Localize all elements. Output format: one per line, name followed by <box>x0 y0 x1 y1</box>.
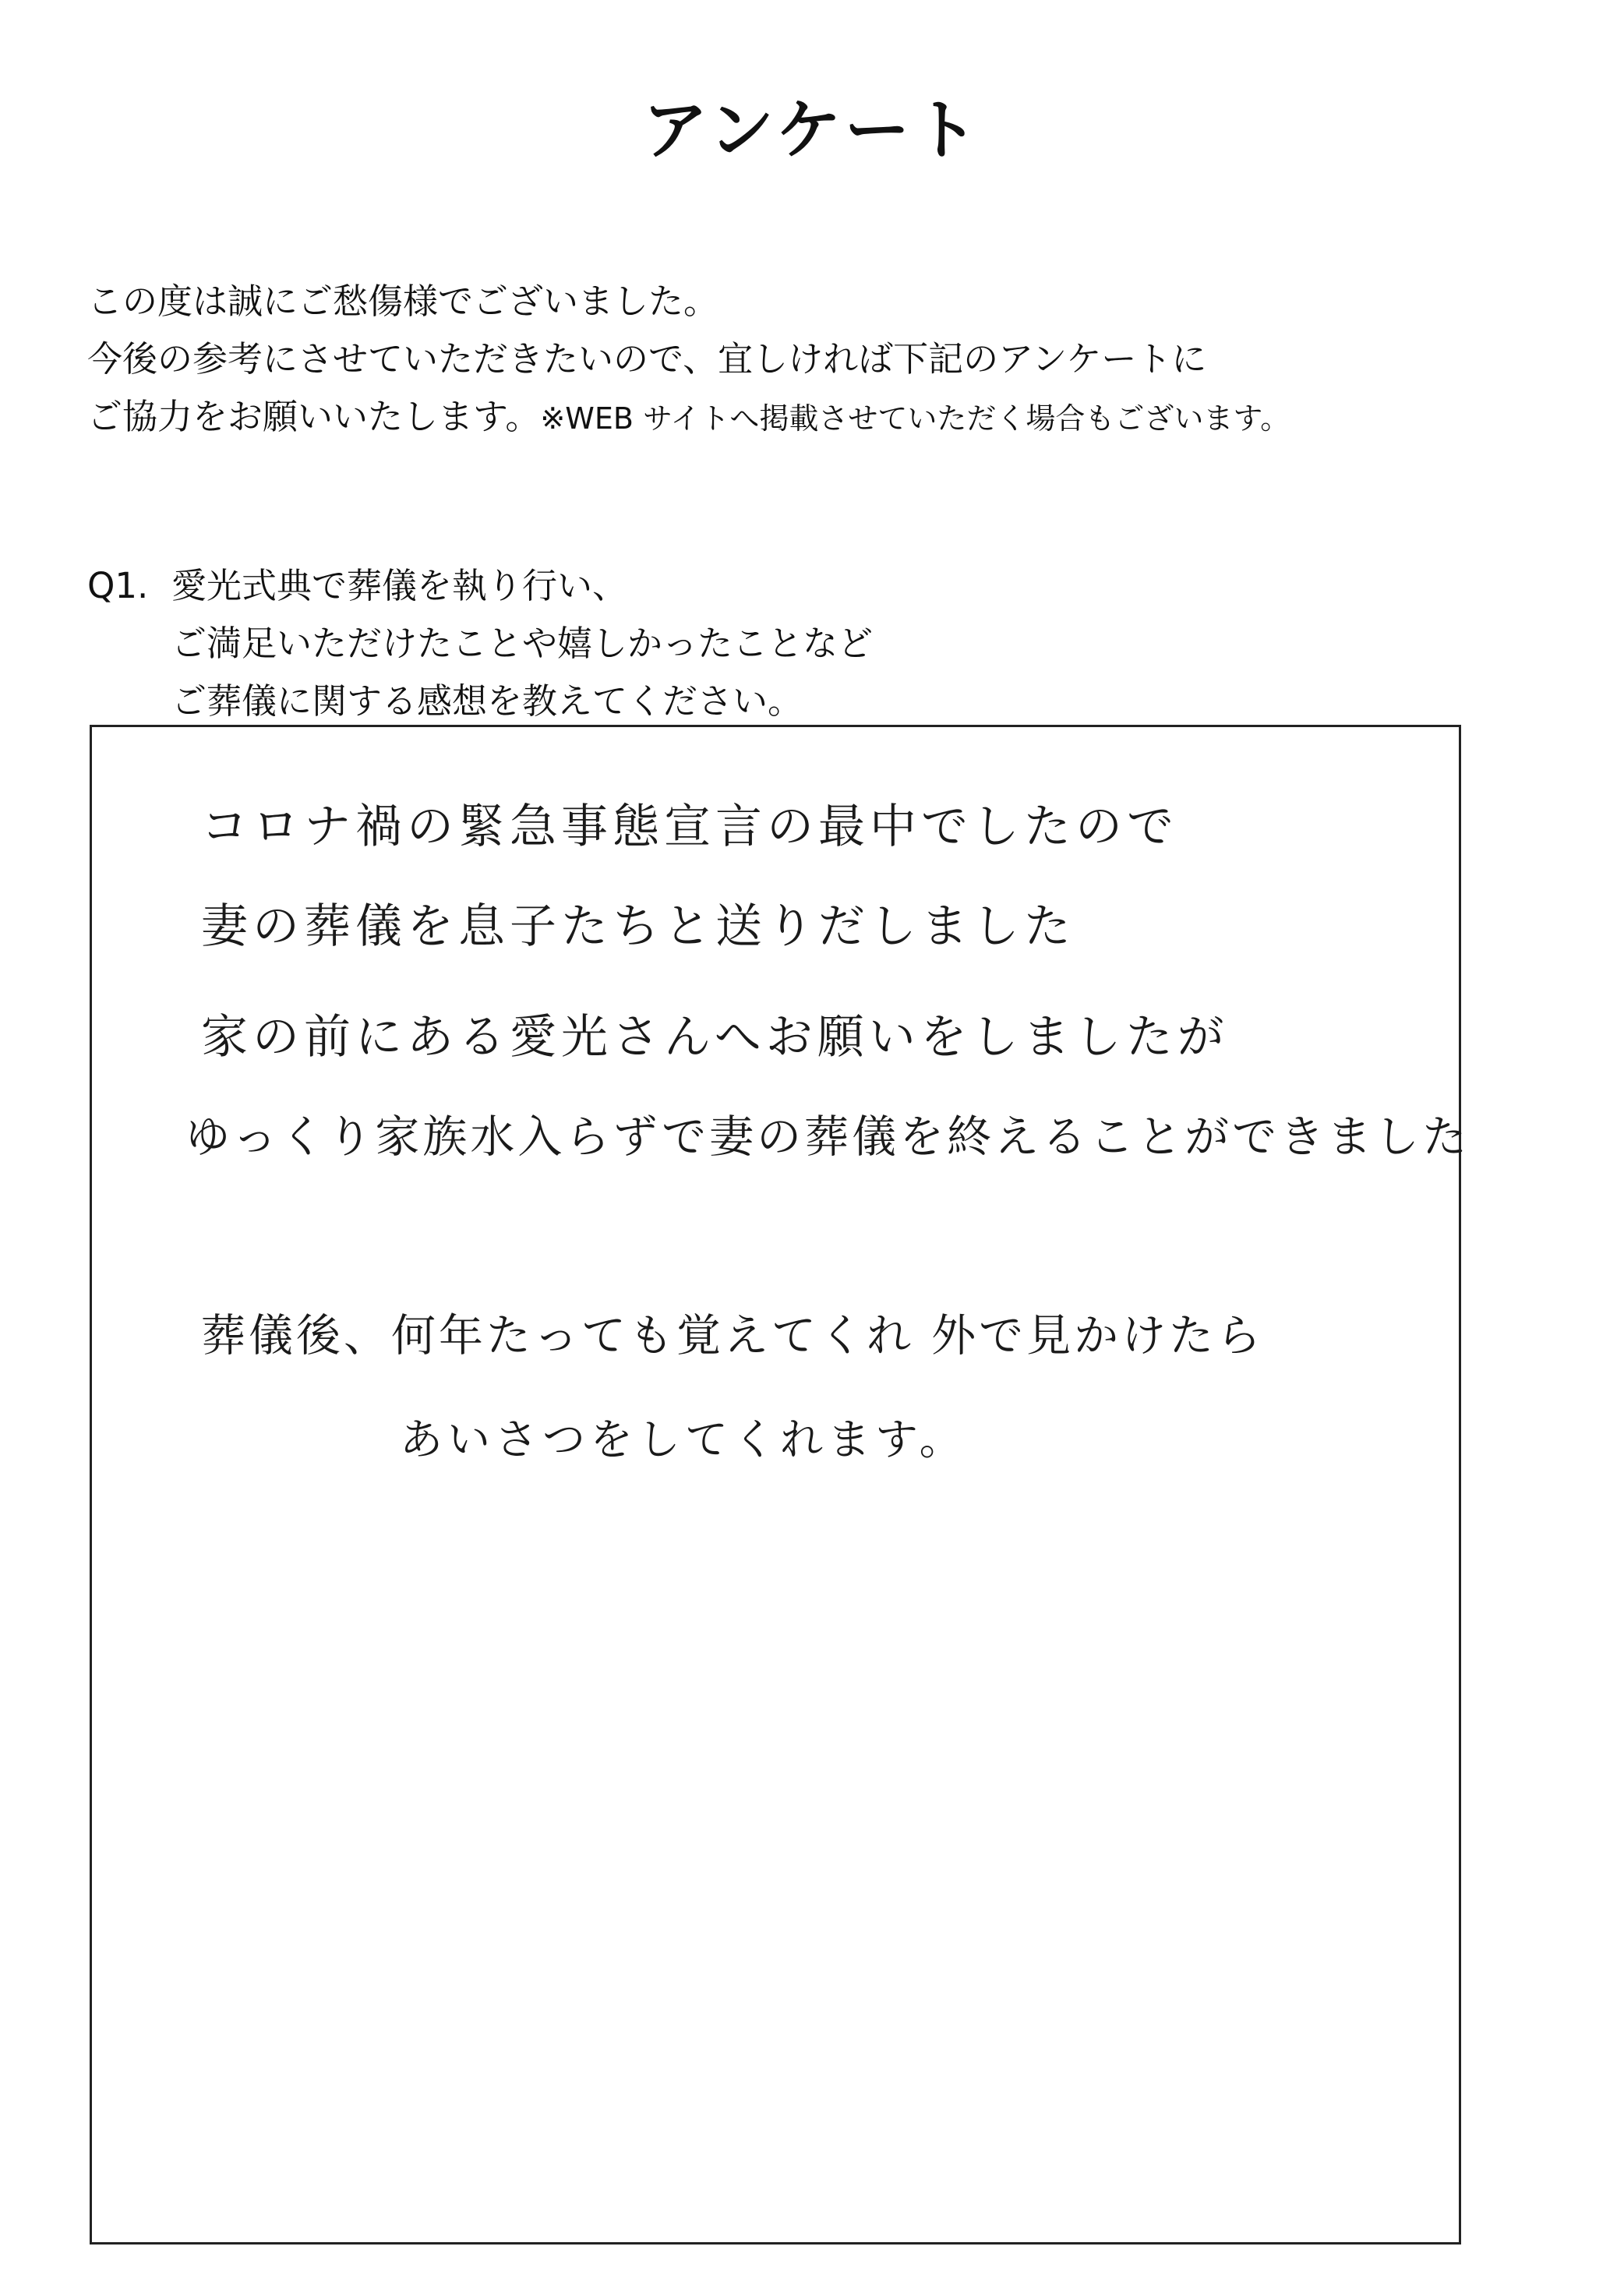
answer-line-2: 妻の葬儀を息子たちと送りだしました <box>201 899 1075 954</box>
answer-line-3: 家の前にある愛光さんへお願いをしましたが <box>201 1010 1229 1065</box>
answer-line-1: コロナ禍の緊急事態宣言の最中でしたので <box>201 800 1178 854</box>
intro-line-3-main: ご協力をお願いいたします。 <box>87 396 541 437</box>
answer-line-4: ゆっくり家族水入らずで妻の葬儀を終えることができました <box>185 1111 1470 1163</box>
page-title: アンケート <box>642 92 982 168</box>
question-line-3: ご葬儀に関する感想を教えてください。 <box>171 680 803 722</box>
answer-line-5: 葬儀後、何年たっても覚えてくれ 外で見かけたら <box>201 1310 1265 1362</box>
intro-line-2: 今後の参考にさせていただきたいので、宜しければ下記のアンケートに <box>87 338 1207 380</box>
answer-box[interactable] <box>90 725 1470 2245</box>
intro-web-note: ※WEB サイトへ掲載させていただく場合もございます。 <box>540 401 1290 436</box>
intro-line-3 <box>87 388 1568 447</box>
question-line-1-text: 愛光式典で葬儀を執り行い、 <box>171 565 628 606</box>
answer-line-6: あいさつをしてくれます。 <box>400 1415 967 1464</box>
intro-text <box>87 273 1568 447</box>
question-1 <box>87 557 1256 730</box>
question-number: Q1. <box>87 565 149 606</box>
intro-line-1: この度は誠にご愁傷様でございました。 <box>87 281 719 322</box>
question-line-2: ご満足いただけたことや嬉しかったことなど <box>171 623 874 664</box>
question-line-1 <box>87 557 1256 615</box>
